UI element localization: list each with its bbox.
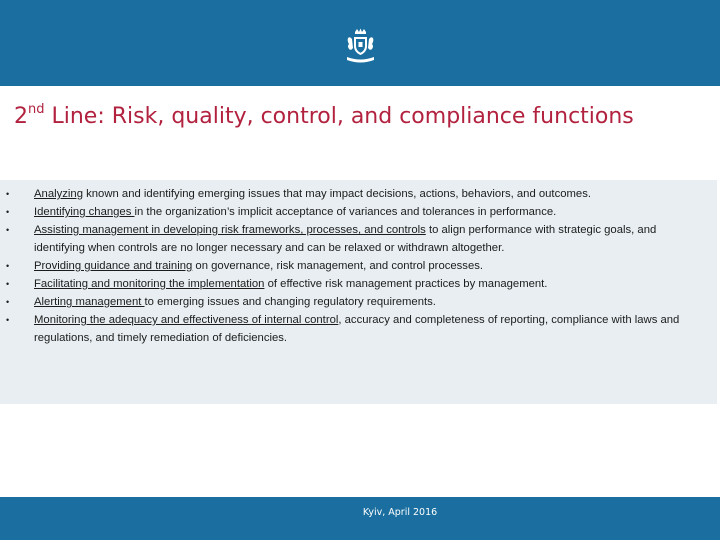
list-item — [0, 311, 716, 347]
bullet-underlined-text: Facilitating and monitoring the implementation — [34, 278, 265, 290]
bullet-text: in the organization’s implicit acceptance of variances and tolerances in performance. — [134, 206, 557, 218]
list-item — [0, 275, 716, 293]
footer-text: Kyiv, April 2016 — [362, 507, 438, 518]
header-band — [0, 0, 720, 86]
bullet-icon: • — [6, 315, 10, 325]
title-rest: Line: Risk, quality, control, and compliance functions — [44, 104, 634, 129]
list-item — [0, 293, 716, 311]
bullet-underlined-text: Identifying changes — [34, 206, 135, 218]
bullet-underlined-text: Monitoring the adequacy and effectiveness of internal control — [34, 314, 339, 326]
title-superscript: nd — [28, 102, 45, 117]
bullet-text: known and identifying emerging issues that may impact decisions, actions, behaviors, and outcomes. — [82, 188, 591, 200]
list-item — [0, 185, 716, 203]
bullet-text: to emerging issues and changing regulatory requirements. — [144, 296, 436, 308]
bullet-text: on governance, risk management, and control processes. — [192, 260, 484, 272]
footer-band — [0, 497, 720, 540]
bullet-text: , accuracy and completeness of reporting, compliance with laws and regulations, and timely remediation of deficiencies. — [34, 314, 680, 344]
bullet-icon: • — [6, 225, 10, 235]
bullet-text: of effective risk management practices by management. — [264, 278, 548, 290]
list-item — [0, 221, 716, 257]
list-item — [0, 203, 716, 221]
bullet-icon: • — [6, 279, 10, 289]
royal-coat-of-arms-icon — [343, 26, 378, 68]
bullet-text: to align performance with strategic goals, and identifying when controls are no longer necessary and can be relaxed or withdrawn altogether. — [34, 224, 657, 254]
bullet-icon: • — [6, 189, 10, 199]
bullet-underlined-text: Alerting management — [34, 296, 145, 308]
bullet-icon: • — [6, 207, 10, 217]
bullet-underlined-text: Analyzing — [34, 188, 83, 200]
bullet-icon: • — [6, 261, 10, 271]
bullet-list — [0, 185, 716, 347]
list-item — [0, 257, 716, 275]
slide-title — [14, 104, 634, 129]
title-prefix: 2 — [14, 104, 28, 129]
bullet-underlined-text: Providing guidance and training — [34, 260, 193, 272]
bullet-underlined-text: Assisting management in developing risk frameworks, processes, and controls — [34, 224, 426, 236]
bullet-icon: • — [6, 297, 10, 307]
